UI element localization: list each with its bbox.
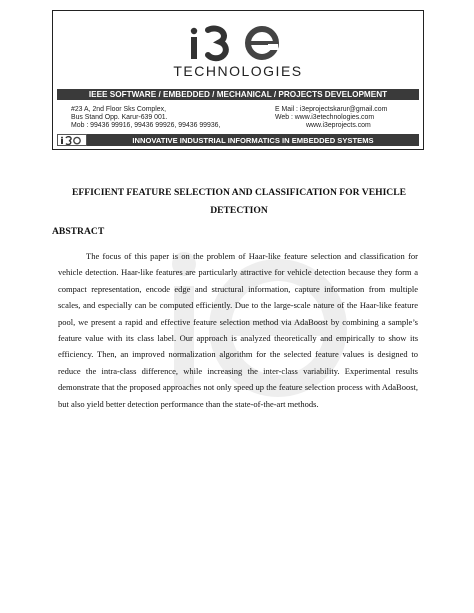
address-block <box>71 106 220 130</box>
letterhead-banner <box>52 10 424 150</box>
paper-title <box>44 184 434 220</box>
services-bar: IEEE SOFTWARE / EMBEDDED / MECHANICAL / PROJECTS DEVELOPMENT <box>57 89 419 100</box>
website-2: www.i3eprojects.com <box>306 122 371 129</box>
i3e-logo-icon <box>178 22 298 62</box>
abstract-heading: ABSTRACT <box>52 226 105 237</box>
tagline-text: INNOVATIVE INDUSTRIAL INFORMATICS IN EMBEDDED SYSTEMS <box>87 134 419 146</box>
mini-logo <box>57 134 87 146</box>
paper-title-line-1: EFFICIENT FEATURE SELECTION AND CLASSIFICATION FOR VEHICLE <box>71 187 407 198</box>
paper-title-line-2: DETECTION <box>210 205 268 216</box>
tagline-strip <box>57 134 419 146</box>
logo-container <box>53 21 423 63</box>
mobile-numbers: Mob : 99436 99916, 99436 99926, 99436 99936, <box>71 122 221 129</box>
brand-name: TECHNOLOGIES <box>173 63 303 79</box>
address-line-2: Bus Stand Opp. Karur-639 001. <box>71 114 168 121</box>
website-1: Web : www.i3etechnologies.com <box>275 114 375 121</box>
contact-block <box>275 106 387 130</box>
email-address: E Mail : i3eprojectskarur@gmail.com <box>275 106 388 113</box>
address-line-1: #23 A, 2nd Floor Sks Complex, <box>71 106 166 113</box>
abstract-body: The focus of this paper is on the problem of Haar-like feature selection and classification for vehicle detection. Haar-like features are particularly attractive for vehicle detection because they form a compact representation, encode edge and structural information, capture information from multiple scales, and especially can be computed efficiently. Due to the large-scale nature of the Haar-like feature pool, we present a rapid and effective feature selection method via AdaBoost by combining a sample’s feature value with its class label. Our approach is analyzed theoretically and empirically to show its efficiency. Then, an improved normalization algorithm for the selected feature values is designed to reduce the intra-class difference, while increasing the inter-class variability. Experimental results demonstrate that the proposed approaches not only speed up the feature selection process with AdaBoost, but also yield better detection performance than the state-of-the-art methods. <box>58 251 418 409</box>
i3e-mini-logo-icon <box>59 136 85 145</box>
